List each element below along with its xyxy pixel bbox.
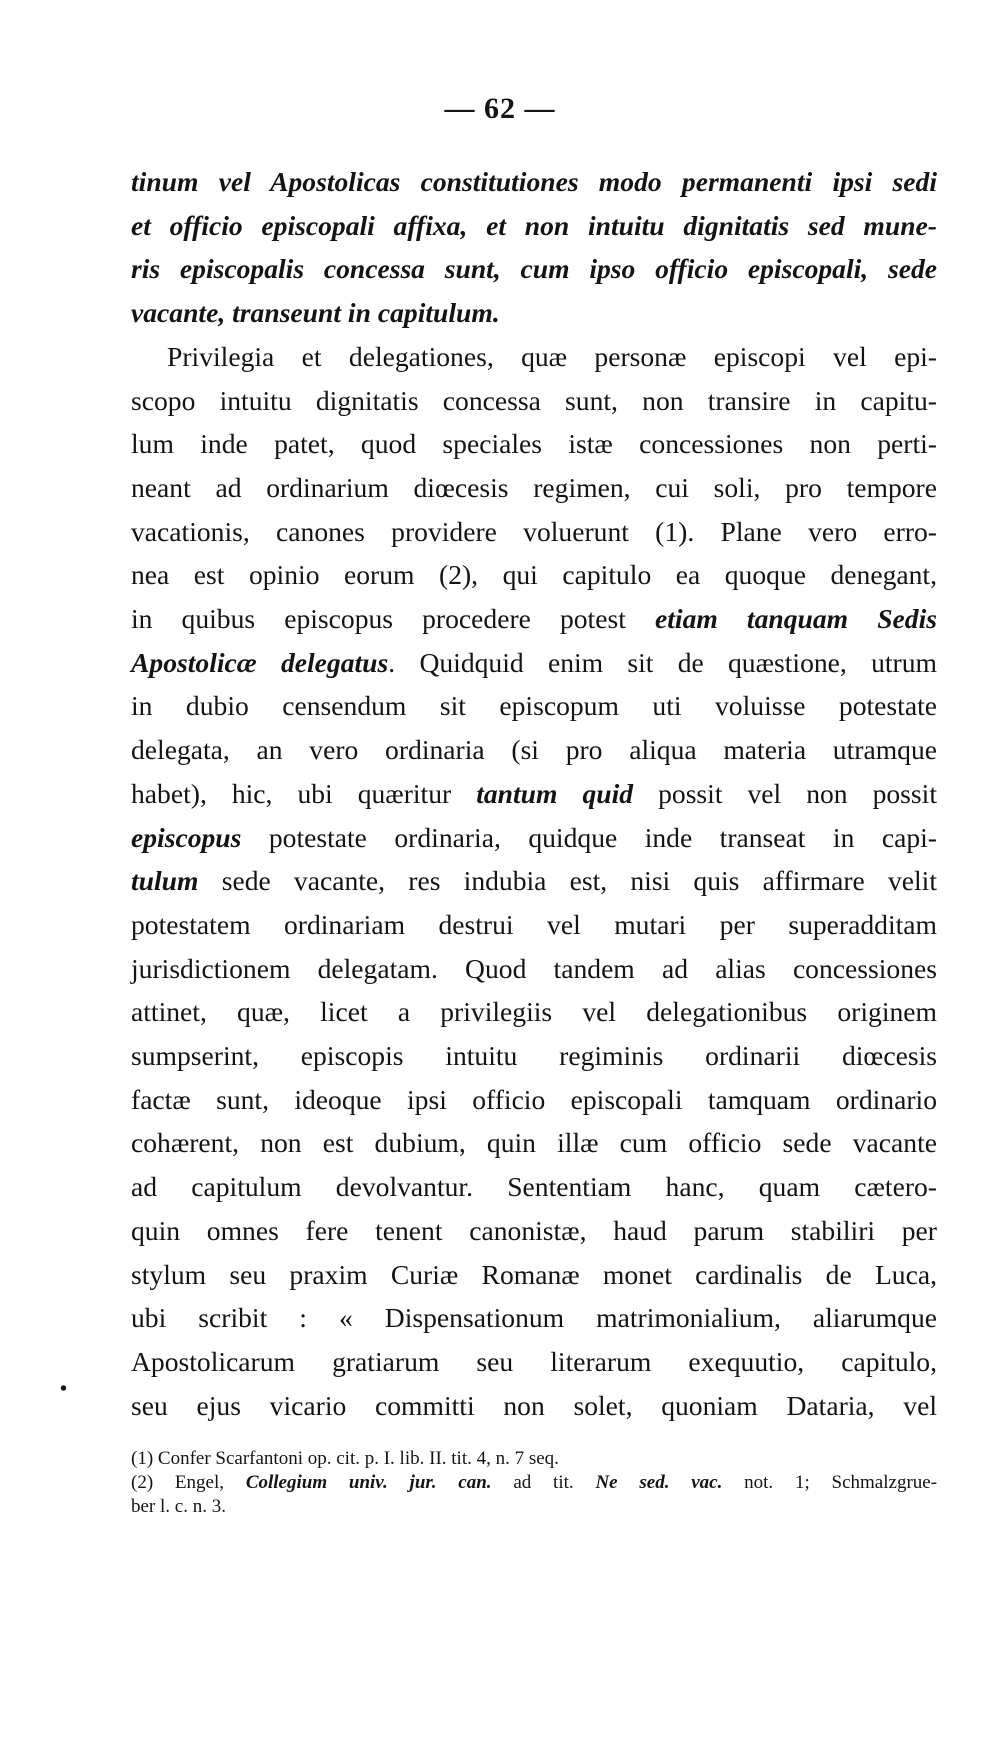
text-line: scopo intuitu dignitatis concessa sunt, non transire in capitu- <box>131 384 937 416</box>
text-line: neant ad ordinarium diœcesis regimen, cui soli, pro tempore <box>131 471 937 503</box>
text-line: sumpserint, episcopis intuitu regiminis ordinarii diœcesis <box>131 1040 937 1072</box>
text-line <box>131 816 937 860</box>
text-line: quin omnes fere tenent canonistæ, haud parum stabiliri per <box>131 1214 937 1246</box>
text-line: Privilegia et delegationes, quæ personæ episcopi vel epi- <box>167 340 937 372</box>
text-line: ad capitulum devolvantur. Sententiam hanc, quam cætero- <box>131 1171 937 1203</box>
page-number: — 62 — <box>444 92 556 125</box>
text-segment-italic: Apostolicæ delegatus <box>131 646 389 678</box>
text-line <box>131 859 937 903</box>
text-segment-italic: episcopus <box>131 821 242 853</box>
text-line: potestatem ordinariam destrui vel mutari per superadditam <box>131 908 937 940</box>
footnote-2-continued: ber l. c. n. 3. <box>131 1496 226 1517</box>
margin-mark: • <box>60 1378 68 1400</box>
text-line: cohærent, non est dubium, quin illæ cum officio sede vacante <box>131 1127 937 1159</box>
text-line <box>131 641 937 685</box>
text-segment: . Quidquid enim sit de quæstione, utrum <box>388 646 937 678</box>
text-line: vacationis, canones providere voluerunt (1). Plane vero erro- <box>131 515 937 547</box>
text-line: vacante, transeunt in capitulum. <box>131 297 500 329</box>
text-segment: sede vacante, res indubia est, nisi quis affirmare velit <box>221 865 937 897</box>
footnote-segment: ad tit. <box>513 1472 574 1493</box>
text-line: jurisdictionem delegatam. Quod tandem ad alias concessiones <box>131 952 937 984</box>
text-segment: habet), hic, ubi quæritur <box>131 777 452 809</box>
body-text <box>131 160 937 1427</box>
footnote-2 <box>131 1471 937 1495</box>
footnote-segment-italic: Collegium univ. jur. can. <box>245 1472 492 1493</box>
footnote-segment: not. 1; Schmalzgrue- <box>744 1472 938 1493</box>
text-line: stylum seu praxim Curiæ Romanæ monet cardinalis de Luca, <box>131 1258 937 1290</box>
text-line: in dubio censendum sit episcopum uti voluisse potestate <box>131 690 937 722</box>
text-segment: in quibus episcopus procedere potest <box>131 603 626 635</box>
footnote-1: (1) Confer Scarfantoni op. cit. p. I. lib. II. tit. 4, n. 7 seq. <box>131 1448 559 1469</box>
text-line: tinum vel Apostolicas constitutiones modo permanenti ipsi sedi <box>131 166 937 197</box>
footnotes <box>131 1447 937 1519</box>
text-line: seu ejus vicario committi non solet, quoniam Dataria, vel <box>131 1389 937 1421</box>
text-line: lum inde patet, quod speciales istæ concessiones non perti- <box>131 428 937 460</box>
text-line <box>131 772 937 816</box>
text-segment-italic: etiam tanquam Sedis <box>654 603 937 635</box>
text-line <box>131 597 937 641</box>
text-segment-italic: tantum quid <box>476 777 634 809</box>
text-line: delegata, an vero ordinaria (si pro aliqua materia utramque <box>131 734 937 766</box>
text-line: Apostolicarum gratiarum seu literarum exequutio, capitulo, <box>131 1345 937 1377</box>
text-segment-italic: tulum <box>131 865 199 897</box>
text-line: ubi scribit : « Dispensationum matrimonialium, aliarumque <box>131 1302 937 1334</box>
text-line: factæ sunt, ideoque ipsi officio episcopali tamquam ordinario <box>131 1083 937 1115</box>
text-segment: potestate ordinaria, quidque inde transeat in capi- <box>268 821 937 853</box>
text-line: ris episcopalis concessa sunt, cum ipso officio episcopali, sede <box>131 253 937 285</box>
text-line: attinet, quæ, licet a privilegiis vel delegationibus originem <box>131 996 937 1028</box>
footnote-segment-italic: Ne sed. vac. <box>595 1472 723 1493</box>
text-line: nea est opinio eorum (2), qui capitulo ea quoque denegant, <box>131 559 937 591</box>
text-segment: possit vel non possit <box>658 777 937 809</box>
footnote-segment: (2) Engel, <box>131 1472 225 1493</box>
text-line: et officio episcopali affixa, et non intuitu dignitatis sed mune- <box>131 209 937 241</box>
